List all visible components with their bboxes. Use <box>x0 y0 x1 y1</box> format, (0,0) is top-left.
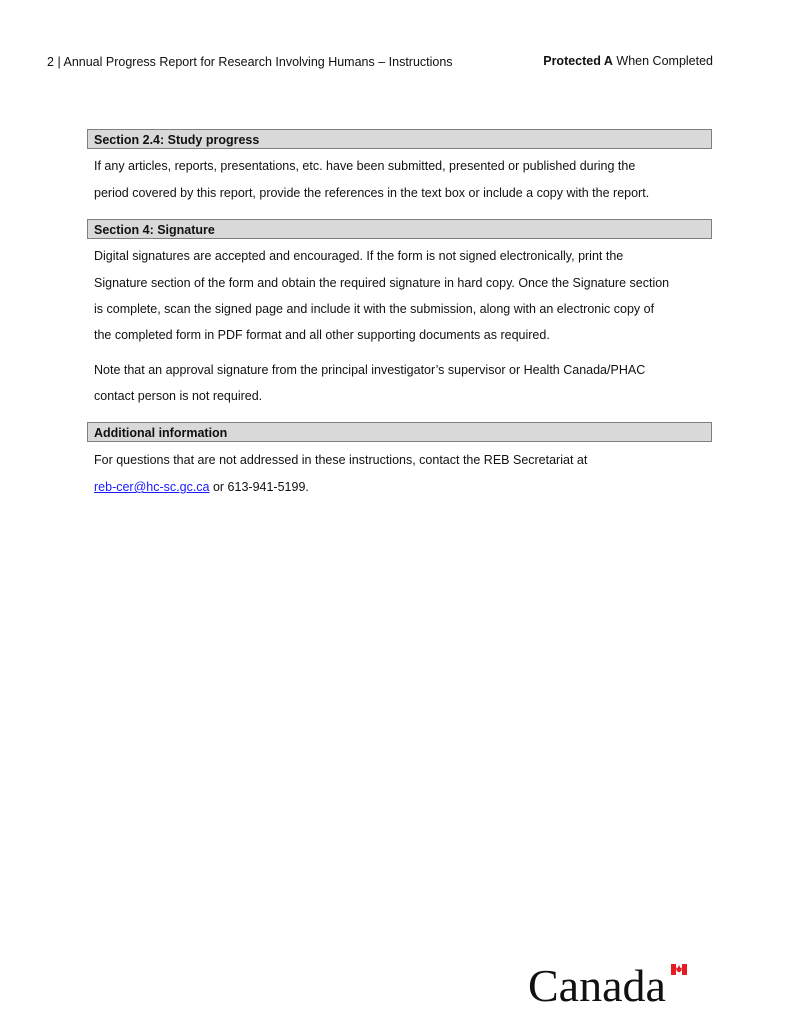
paragraph-line: period covered by this report, provide the references in the text box or include a copy with the report. <box>94 186 650 200</box>
section-heading-study-progress: Section 2.4: Study progress <box>87 129 712 149</box>
contact-line <box>94 480 309 494</box>
page-number: 2 <box>47 55 54 69</box>
paragraph-line: If any articles, reports, presentations, etc. have been submitted, presented or published during the <box>94 159 636 173</box>
phone-number: or 613-941-5199. <box>209 480 309 494</box>
protection-level: Protected A <box>543 54 613 68</box>
paragraph-line: is complete, scan the signed page and include it with the submission, along with an electronic copy of <box>94 302 655 316</box>
paragraph-line: contact person is not required. <box>94 389 263 403</box>
paragraph-line: Signature section of the form and obtain the required signature in hard copy. Once the Signature section <box>94 276 670 290</box>
paragraph-line: the completed form in PDF format and all other supporting documents as required. <box>94 328 550 342</box>
running-header-title <box>47 55 453 69</box>
section-heading-signature: Section 4: Signature <box>87 219 712 239</box>
canada-wordmark-logo <box>528 958 693 1008</box>
paragraph-line: For questions that are not addressed in these instructions, contact the REB Secretariat at <box>94 453 588 467</box>
email-link[interactable]: reb-cer@hc-sc.gc.ca <box>94 480 210 494</box>
document-title: Annual Progress Report for Research Involving Humans – Instructions <box>63 55 453 69</box>
canadian-flag-icon <box>671 964 687 975</box>
paragraph-line: Note that an approval signature from the principal investigator’s supervisor or Health Canada/PHAC <box>94 363 646 377</box>
separator: | <box>57 55 61 69</box>
canada-wordmark-text: Canada <box>528 960 666 1008</box>
section-heading-additional-information: Additional information <box>87 422 712 442</box>
protection-label <box>543 54 713 68</box>
protection-note: When Completed <box>616 54 713 68</box>
paragraph-line: Digital signatures are accepted and encouraged. If the form is not signed electronically, print the <box>94 249 624 263</box>
